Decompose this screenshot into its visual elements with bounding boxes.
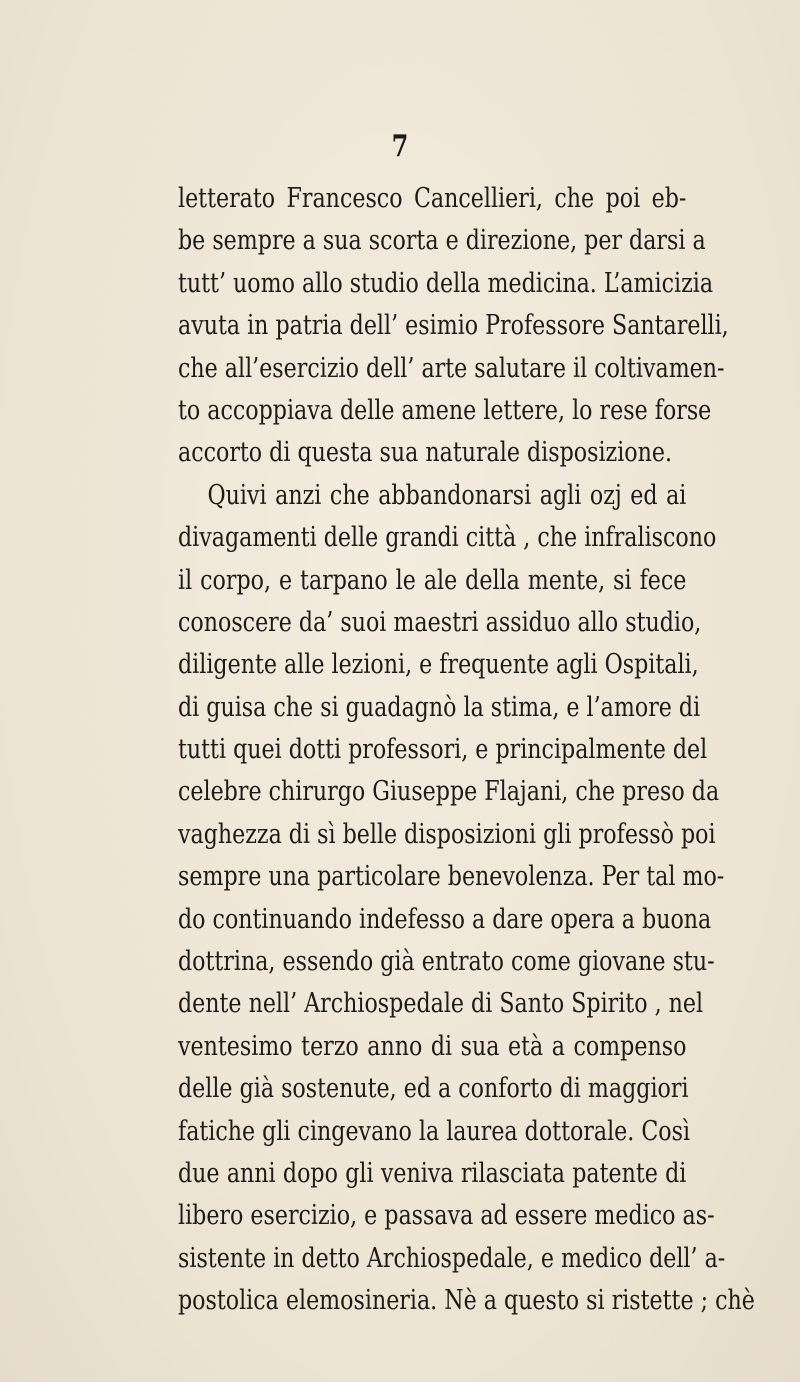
text-line: dente nell’ Archiospedale di Santo Spirito , nel: [178, 988, 704, 1020]
text-line: dottrina, essendo già entrato come giovane stu-: [178, 946, 715, 978]
text-line: di guisa che si guadagnò la stima, e l’amore di: [178, 691, 701, 723]
text-line: sistente in detto Archiospedale, e medico dell’ a-: [178, 1242, 726, 1274]
text-line: Quivi anzi che abbandonarsi agli ozj ed ai: [207, 479, 687, 511]
text-line: delle già sostenute, ed a conforto di maggiori: [178, 1073, 689, 1105]
text-line: diligente alle lezioni, e frequente agli Ospitali,: [178, 649, 699, 681]
text-line: conoscere da’ suoi maestri assiduo allo studio,: [178, 606, 702, 638]
text-line: divagamenti delle grandi città , che infraliscono: [178, 522, 717, 554]
text-line: sempre una particolare benevolenza. Per tal mo-: [178, 861, 725, 893]
text-line: postolica elemosineria. Nè a questo si ristette ; chè: [178, 1285, 755, 1317]
text-line: celebre chirurgo Giuseppe Flajani, che preso da: [178, 776, 720, 808]
text-line: avuta in patria dell’ esimio Professore Santarelli,: [178, 310, 729, 342]
text-line: libero esercizio, e passava ad essere medico as-: [178, 1200, 715, 1232]
text-line: do continuando indefesso a dare opera a buona: [178, 903, 712, 935]
text-line: due anni dopo gli veniva rilasciata patente di: [178, 1157, 687, 1189]
text-line: tutti quei dotti professori, e principalmente del: [178, 734, 708, 766]
body-text: [178, 178, 755, 1323]
text-line: fatiche gli cingevano la laurea dottorale. Così: [178, 1115, 691, 1147]
text-line: il corpo, e tarpano le ale della mente, si fece: [178, 564, 687, 596]
text-line: che all’esercizio dell’ arte salutare il coltivamen-: [178, 352, 725, 384]
text-line: tutt’ uomo allo studio della medicina. L’amicizia: [178, 267, 714, 299]
text-line: vaghezza di sì belle disposizioni gli professò poi: [178, 818, 716, 850]
text-line: letterato Francesco Cancellieri, che poi eb-: [178, 183, 687, 214]
text-line: be sempre a sua scorta e direzione, per darsi a: [178, 225, 706, 257]
text-line: accorto di questa sua naturale disposizione.: [178, 437, 673, 469]
text-line: ventesimo terzo anno di sua età a compenso: [178, 1030, 687, 1062]
page-number: 7: [391, 129, 409, 164]
text-line: to accoppiava delle amene lettere, lo rese forse: [178, 394, 712, 426]
